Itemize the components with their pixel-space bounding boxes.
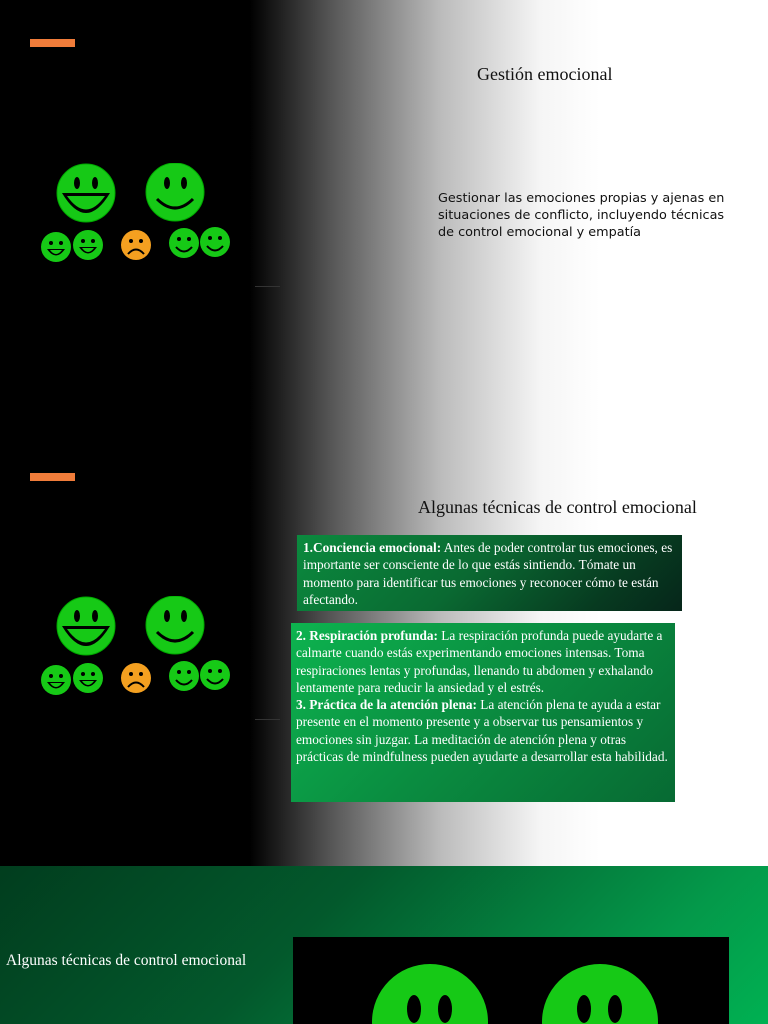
technique-1-heading: 1.Conciencia emocional: xyxy=(303,540,442,555)
slide-1-body: Gestionar las emociones propias y ajenas en situaciones de conflicto, incluyendo técnicas de control emocional y empatía xyxy=(438,191,725,240)
smiley-faces-image xyxy=(34,596,254,716)
slide-1 xyxy=(0,0,768,433)
divider xyxy=(255,719,280,720)
technique-3-heading: 3. Práctica de la atención plena: xyxy=(296,697,477,713)
slide-2-title: Algunas técnicas de control emocional xyxy=(418,497,697,517)
technique-2-heading: 2. Respiración profunda: xyxy=(296,628,438,643)
technique-box-1 xyxy=(297,535,682,611)
technique-box-2 xyxy=(291,623,675,802)
technique-2-text: La respiración profunda puede ayudarte a calmarte cuando estás experimentando emociones intensas. Toma respiraciones lentas y profundas, llenando tu abdomen y exhalando lentamente para reducir la ansiedad y el estrés. xyxy=(296,628,663,695)
smiley-closeup-image xyxy=(293,937,729,1024)
slide-3-title: Algunas técnicas de control emocional xyxy=(6,952,247,969)
smiley-faces-image xyxy=(34,163,254,283)
accent-bar xyxy=(30,473,75,481)
slide-3 xyxy=(0,866,768,1024)
accent-bar xyxy=(30,39,75,47)
slide-1-title: Gestión emocional xyxy=(477,64,613,84)
technique-3-text: La atención plena te ayuda a estar presente en el momento presente y a observar tus pensamientos y emociones sin juzgar. La meditación de atención plena y otras prácticas de mindfulness pueden ayudarte a desarrollar esta habilidad. xyxy=(296,697,668,765)
technique-1-text: Antes de poder controlar tus emociones, es importante ser consciente de lo que estás sintiendo. Tómate un momento para identificar tus emociones y reconocer cómo te están afectando. xyxy=(303,540,673,607)
divider xyxy=(255,286,280,287)
